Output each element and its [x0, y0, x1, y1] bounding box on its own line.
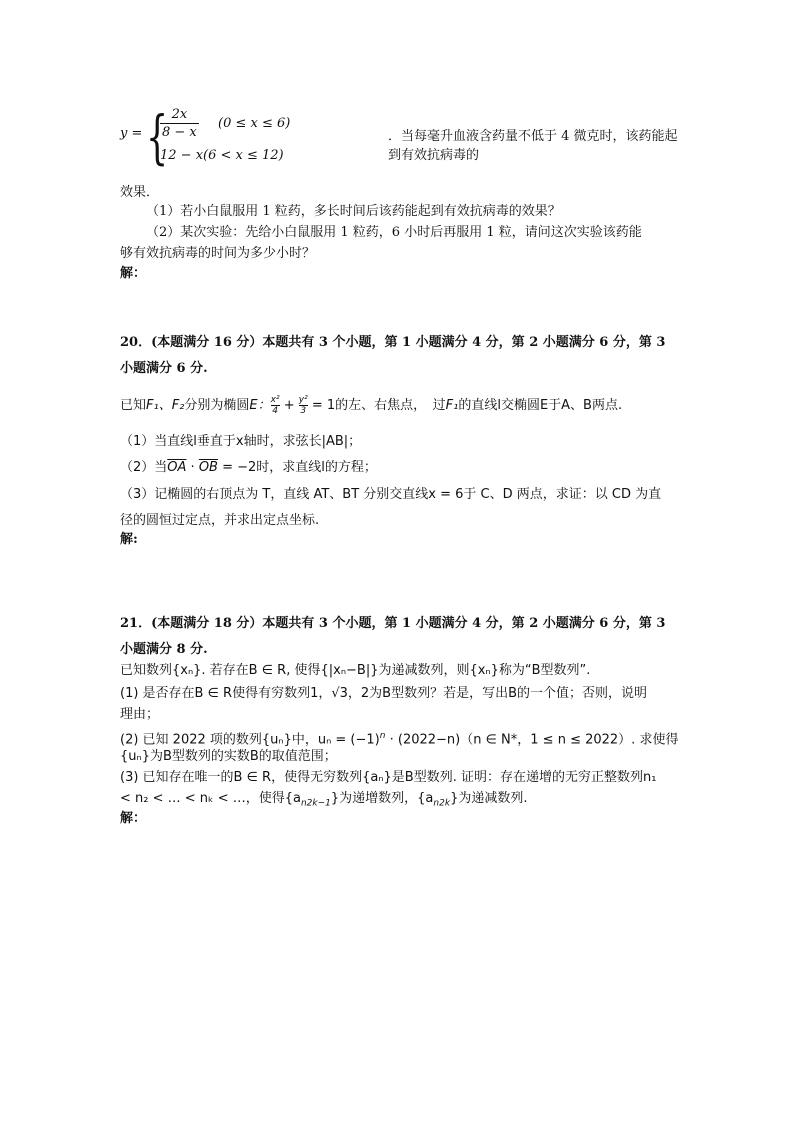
effect-text: 效果． [120, 185, 160, 200]
part3-mid: }为递增数列，{a [330, 791, 434, 806]
vector-ob: $\overline{OB}$ [198, 460, 218, 475]
piecewise-function [120, 103, 680, 171]
subscript-odd: n2k−1 [300, 798, 331, 809]
q20-part3-line1: （3）记椭圆的右顶点为 T，直线 AT、BT 分别交直线x = 6于 C、D 两点，求证：以 CD 为直 [120, 487, 662, 502]
q21-part1-line1: (1) 是否存在B ∈ R使得有穷数列1，√3，2为B型数列？若是，写出B的一个值；否则，说明 [120, 686, 648, 701]
q19-answer-label: 解： [120, 266, 147, 281]
y-term-numerator: y² [298, 395, 308, 405]
given-ellipse-name: E： [249, 398, 271, 413]
fraction-numerator: 2x [160, 106, 199, 124]
q19-part2-line1: （2）某次实验：先给小白鼠服用 1 粒药，6 小时后再服用 1 粒，请问这次实验该药能 [146, 225, 642, 240]
exponent-n: n [379, 731, 386, 741]
x-term-denominator: 4 [272, 406, 278, 416]
q20-given [120, 392, 680, 420]
part2-tail: · (2022−n)（n ∈ N*，1 ≤ n ≤ 2022）. 求使得 [385, 732, 679, 748]
q20-heading-line1: 20．(本题满分 16 分）本题共有 3 个小题，第 1 小题满分 4 分，第 2 小题满分 6 分，第 3 [120, 335, 666, 350]
given-pre: 已知 [120, 398, 147, 413]
given-f1: F₁ [445, 398, 459, 413]
fraction-denominator: 8 − x [162, 125, 197, 140]
q19-part1: （1）若小白鼠服用 1 粒药，多长时间后该药能起到有效抗病毒的效果？ [146, 204, 561, 219]
part2-tail: = −2时，求直线l的方程； [217, 460, 377, 475]
vector-oa: $\overline{OA}$ [167, 460, 187, 475]
function-tail-text: ．当每毫升血液含药量不低于 4 微克时，该药能起到有效抗病毒的 [388, 129, 678, 163]
part3-tail: }为递减数列. [450, 791, 528, 806]
q21-heading-line2: 小题满分 8 分. [120, 642, 208, 657]
part2-pre: （2）当 [120, 460, 168, 475]
function-fraction [160, 106, 199, 141]
q20-heading-line2: 小题满分 6 分. [120, 361, 208, 376]
q20-part2 [120, 457, 680, 479]
ellipse-y-term [299, 395, 308, 416]
plus-sign: + [279, 398, 299, 413]
given-foci: F₁、F₂ [146, 398, 185, 413]
ellipse-x-term [271, 395, 280, 416]
subscript-even: n2k [433, 798, 451, 809]
case2-expression: 12 − x(6 < x ≤ 12) [160, 148, 284, 163]
q21-part1-line2: 理由； [120, 707, 160, 722]
given-mid: 分别为椭圆 [184, 398, 250, 413]
y-term-denominator: 3 [300, 406, 307, 416]
q20-answer-label: 解: [120, 532, 138, 547]
part3-pre: < n₂ < … < nₖ < …，使得{a [120, 791, 301, 806]
given-equation: = 1的左、右焦点， 过 [307, 398, 446, 413]
x-term-numerator: x² [270, 395, 280, 405]
q21-part3-line1: (3) 已知存在唯一的B ∈ R，使得无穷数列{aₙ}是B型数列. 证明：存在递增的无穷正整数列n₁ [120, 770, 657, 785]
dot-operator: · [186, 460, 199, 475]
q21-answer-label: 解： [120, 811, 147, 826]
q21-part2-line2: {uₙ}为B型数列的实数B的取值范围； [120, 749, 337, 764]
q20-part3-line2: 径的圆恒过定点，并求出定点坐标. [120, 513, 320, 528]
given-tail: 的直线l交椭圆E于A、B两点. [458, 398, 623, 413]
q21-heading-line1: 21．(本题满分 18 分）本题共有 3 个小题，第 1 小题满分 4 分，第 2 小题满分 6 分，第 3 [120, 616, 666, 631]
function-y: y = [120, 126, 143, 141]
part2-pre: (2) 已知 2022 项的数列{uₙ}中，uₙ = (−1) [120, 732, 380, 748]
q21-definition: 已知数列{xₙ}. 若存在B ∈ R, 使得{|xₙ−B|}为递减数列，则{xₙ}称为“B型数列”. [120, 663, 591, 678]
case1-condition: (0 ≤ x ≤ 6) [218, 116, 291, 131]
left-brace: { [146, 103, 169, 171]
q20-part1: （1）当直线l垂直于x轴时，求弦长|AB|； [120, 434, 362, 449]
q19-part2-line2: 够有效抗病毒的时间为多少小时？ [120, 246, 316, 261]
